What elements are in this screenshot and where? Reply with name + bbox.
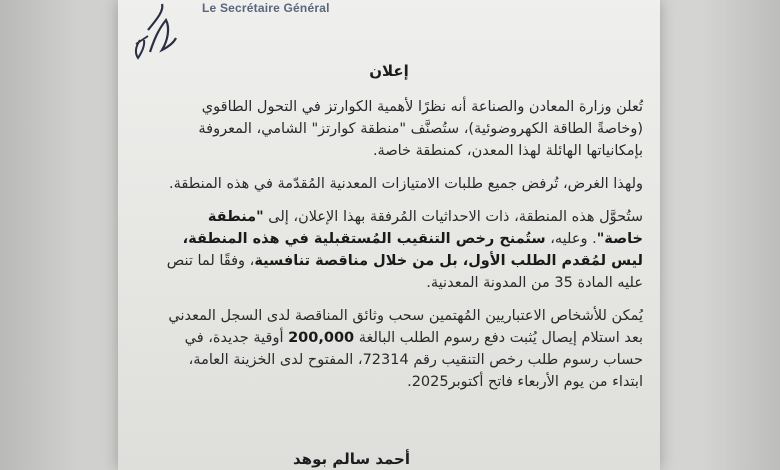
paragraph-4 xyxy=(158,305,643,393)
paragraph-3-intro: ستُحوَّل هذه المنطقة، ذات الاحداثيات المُرفقة بهذا الإعلان، إلى xyxy=(263,209,643,225)
paragraph-2: ولهذا الغرض، تُرفض جميع طلبات الامتيازات المعدنية المُقدّمة في هذه المنطقة. xyxy=(169,176,643,192)
signature-icon xyxy=(118,0,198,70)
document-page xyxy=(118,0,660,470)
paragraph-4-ending: أوقية جديدة، في حساب رسوم طلب رخص التنقيب رقم 72314، المفتوح لدى الخزينة العامة، ابتداء من يوم الأربعاء فاتح أكتوبر2025. xyxy=(184,330,643,390)
paragraph-1: تُعلن وزارة المعادن والصناعة أنه نظرًا لأهمية الكوارتز في التحول الطاقوي (وخاصةً الطاقة الكهروضوئية)، ستُصنَّف "منطقة كوارتز" الشامي، المعروفة بإمكانياتها الهائلة لهذا المعدن، كمنطقة خاصة. xyxy=(198,99,643,159)
announcement-body xyxy=(158,96,643,404)
paragraph-3-connector: . وعليه، xyxy=(545,231,597,247)
announcement-title: إعلان xyxy=(369,62,409,80)
paragraph-3-ending: ، وفقًا لما تنص عليه المادة 35 من المدونة المعدنية. xyxy=(166,253,643,291)
special-zone-label: "منطقة خاصة" xyxy=(207,209,643,247)
fee-amount: 200,000 xyxy=(288,330,355,346)
paragraph-4-intro: يُمكن للأشخاص الاعتباريين المُهتمين سحب وثائق المناقصة لدى السجل المعدني بعد استلام إيصال يُثبت دفع رسوم الطلب البالغة xyxy=(168,308,643,346)
signatory-name: أحمد سالم بوهد xyxy=(293,450,410,468)
tender-statement: ستُمنح رخص التنقيب المُستقبلية في هذه المنطقة، ليس لمُقدم الطلب الأول، بل من خلال مناقصة تنافسية xyxy=(182,231,643,269)
paragraph-3 xyxy=(158,206,643,294)
secretary-general-header: Le Secrétaire Général xyxy=(202,1,330,15)
